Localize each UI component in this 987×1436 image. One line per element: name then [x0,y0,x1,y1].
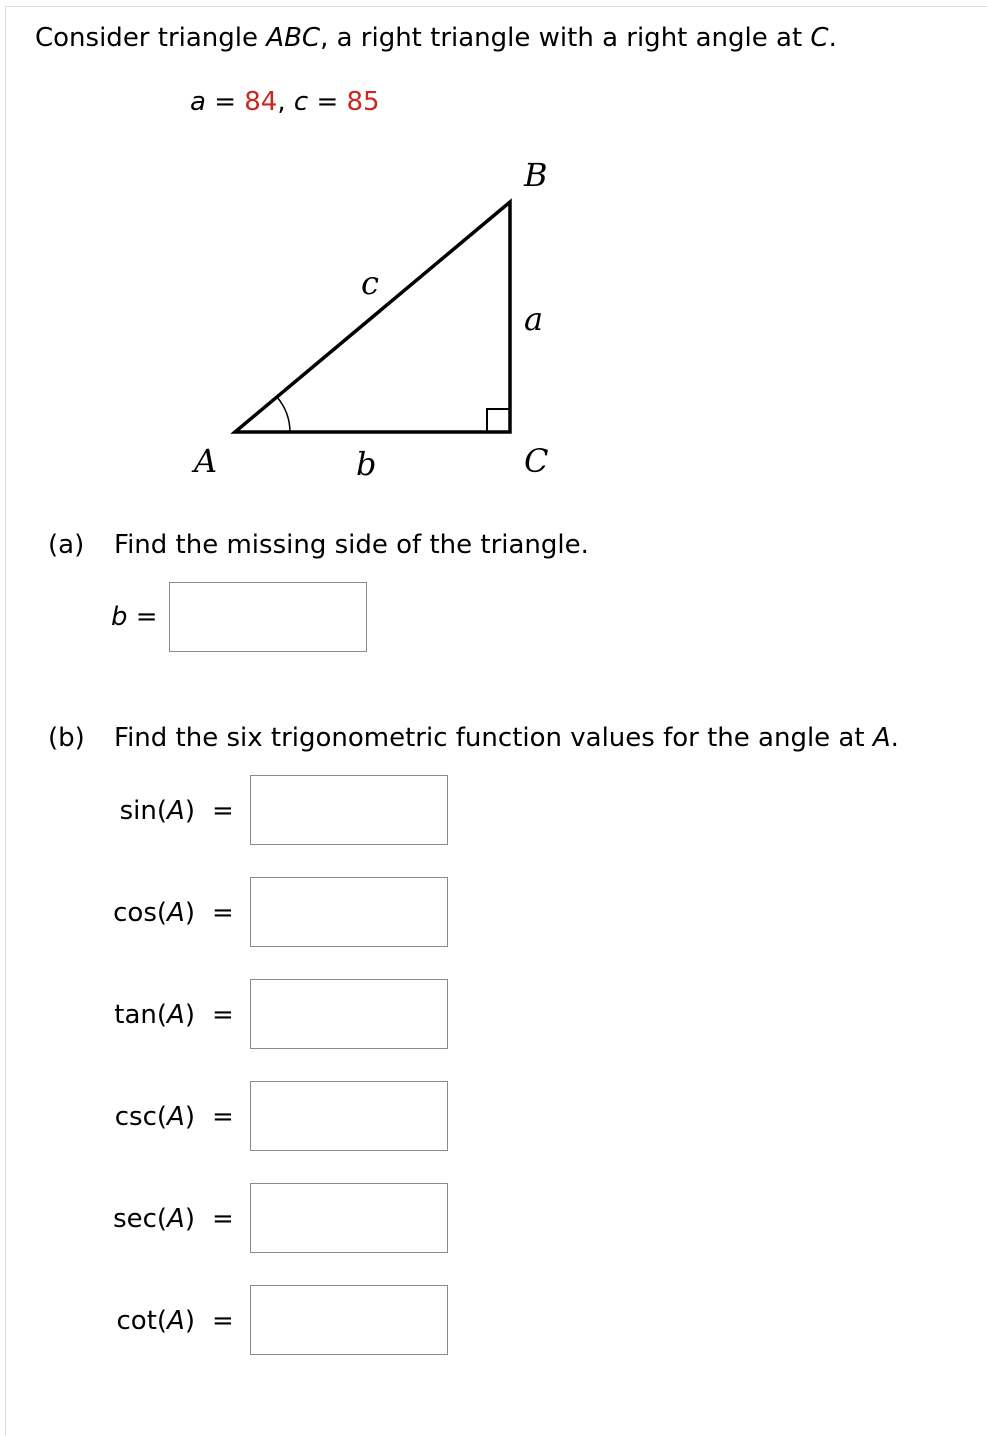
answer-row-csc [0,1081,987,1151]
cot-a-input[interactable] [250,1285,448,1355]
vertex-a-label: A [194,442,218,480]
answer-label-b [111,601,158,633]
tan-equals: = [212,1000,234,1030]
vertex-b-label: B [524,156,548,194]
problem-statement [35,22,837,54]
sec-fn-name: sec( [113,1204,168,1234]
part-b-text: Find the six trigonometric function values for the angle at [114,723,873,753]
side-a-label: a [524,300,544,338]
sec-fn-var: A [167,1204,185,1234]
problem-suffix: . [828,23,837,53]
part-a-text: Find the missing side of the triangle. [114,530,589,560]
part-b-suffix: . [890,723,899,753]
sec-a-input[interactable] [250,1183,448,1253]
tan-fn-name: tan( [114,1000,168,1030]
angle-a-arc [277,397,290,432]
answer-row-tan [0,979,987,1049]
tan-a-input[interactable] [250,979,448,1049]
triangle-outline [235,202,510,432]
answer-label-tan [114,999,195,1031]
given-separator: , [277,87,294,117]
answer-row-sin [0,775,987,845]
cot-equals: = [212,1306,234,1336]
sec-fn-close: ) [184,1204,195,1234]
answer-label-cot [117,1305,196,1337]
tan-fn-close: ) [184,1000,195,1030]
sin-a-input[interactable] [250,775,448,845]
cot-fn-close: ) [184,1306,195,1336]
cot-fn-name: cot( [116,1306,168,1336]
answer-row-b [0,581,987,651]
sin-fn-name: sin( [119,796,168,826]
cos-equals: = [212,898,234,928]
side-b-label: b [356,445,377,483]
side-b-input[interactable] [169,582,367,652]
answer-label-sec [113,1203,195,1235]
part-b-tag: (b) [48,723,85,753]
given-c-variable: c [293,87,309,117]
right-angle-vertex: C [810,23,829,53]
part-a-tag: (a) [48,530,85,560]
given-a-value: 84 [244,87,278,117]
csc-a-input[interactable] [250,1081,448,1151]
answer-label-b-var: b [111,602,128,632]
sec-equals: = [212,1204,234,1234]
tan-fn-var: A [167,1000,185,1030]
csc-equals: = [212,1102,234,1132]
answer-label-csc [115,1101,195,1133]
answer-row-cot [0,1285,987,1355]
frame-top-border [5,6,987,7]
given-c-value: 85 [346,87,380,117]
problem-prefix: Consider triangle [35,23,267,53]
part-a-prompt [48,529,589,561]
csc-fn-var: A [167,1102,185,1132]
answer-label-sin [120,795,195,827]
sin-equals: = [212,796,234,826]
vertex-c-label: C [524,442,549,480]
cos-a-input[interactable] [250,877,448,947]
given-a-variable: a [190,87,206,117]
cos-fn-var: A [167,898,185,928]
problem-middle: , a right triangle with a right angle at [320,23,811,53]
cos-fn-close: ) [184,898,195,928]
answer-row-cos [0,877,987,947]
answer-label-cos [113,897,195,929]
part-b-angle: A [872,723,891,753]
triangle-figure [180,150,580,490]
given-values [190,86,380,118]
answer-row-sec [0,1183,987,1253]
answer-label-b-eq: = [127,602,158,632]
sin-fn-var: A [167,796,185,826]
part-b-prompt [48,722,899,754]
sin-fn-close: ) [184,796,195,826]
csc-fn-name: csc( [114,1102,168,1132]
triangle-name: ABC [266,23,321,53]
given-c-equals: = [308,87,347,117]
cos-fn-name: cos( [113,898,168,928]
right-angle-marker [487,409,510,432]
given-a-equals: = [205,87,245,117]
csc-fn-close: ) [184,1102,195,1132]
cot-fn-var: A [167,1306,185,1336]
side-c-label: c [361,264,379,302]
